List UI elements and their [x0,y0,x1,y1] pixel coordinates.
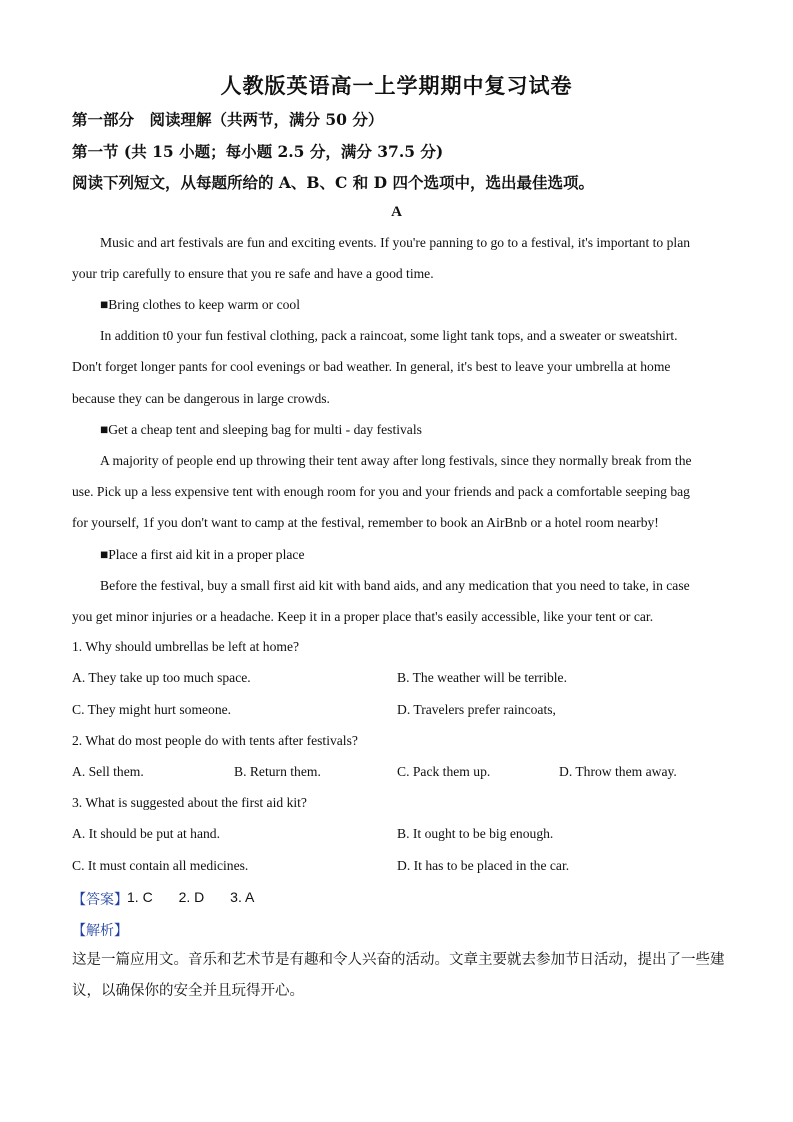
option-d: D. Throw them away. [559,764,677,779]
option-c: C. Pack them up. [397,764,491,779]
option-b: B. Return them. [234,764,321,779]
passage-line: use. Pick up a less expensive tent with enough room for you and your friends and pack a comfortable seeping bag [72,484,690,499]
passage-line: for yourself, 1f you don't want to camp at the festival, remember to book an AirBnb or a hotel room nearby! [72,515,659,530]
instruction-text: 阅读下列短文，从每题所给的 A、B、C 和 D 四个选项中，选出最佳选项。 [72,173,594,192]
option-b: B. It ought to be big enough. [397,826,554,841]
answer-label: 【答案】 [72,892,128,908]
option-d: D. Travelers prefer raincoats, [397,702,556,717]
analysis-label: 【解析】 [72,923,128,939]
passage-line: Before the festival, buy a small first aid kit with band aids, and any medication that you need to take, in case [100,578,690,593]
option-c: C. They might hurt someone. [72,702,232,717]
section-heading: 第一节 (共 15 小题；每小题 2.5 分，满分 37.5 分) [72,142,444,161]
answer-values [127,889,276,905]
answer-value: 2. D [178,889,205,905]
answer-value: 1. C [127,889,153,905]
subheading: ■Bring clothes to keep warm or cool [100,297,300,312]
part-heading: 第一部分 阅读理解（共两节，满分 50 分） [72,110,384,129]
question-stem: 3. What is suggested about the first aid kit? [72,795,307,810]
question-stem: 1. Why should umbrellas be left at home? [72,639,300,654]
option-b: B. The weather will be terrible. [397,670,567,685]
option-a: A. It should be put at hand. [72,826,220,841]
passage-line: because they can be dangerous in large crowds. [72,391,330,406]
page-title: 人教版英语高一上学期期中复习试卷 [220,73,573,98]
option-a: A. They take up too much space. [72,670,251,685]
option-c: C. It must contain all medicines. [72,858,249,873]
question-stem: 2. What do most people do with tents after festivals? [72,733,358,748]
passage-line: you get minor injuries or a headache. Keep it in a proper place that's easily accessible, like your tent or car. [72,609,654,624]
option-a: A. Sell them. [72,764,144,779]
answer-value: 3. A [230,889,255,905]
option-d: D. It has to be placed in the car. [397,858,570,873]
passage-line: Don't forget longer pants for cool evenings or bad weather. In general, it's best to leave your umbrella at home [72,359,671,374]
analysis-text: 这是一篇应用文。音乐和艺术节是有趣和令人兴奋的活动。文章主要就去参加节日活动，提出了一些建议，以确保你的安全并且玩得开心。 [72,952,725,999]
passage-line: Music and art festivals are fun and exciting events. If you're panning to go to a festival, it's important to plan [100,235,691,250]
passage-line: A majority of people end up throwing their tent away after long festivals, since they normally break from the [100,453,692,468]
passage-label: A [391,204,402,220]
passage-line: your trip carefully to ensure that you re safe and have a good time. [72,266,434,281]
subheading: ■Place a first aid kit in a proper place [100,547,305,562]
passage-line: In addition t0 your fun festival clothing, pack a raincoat, some light tank tops, and a sweater or sweatshirt. [100,328,678,343]
subheading: ■Get a cheap tent and sleeping bag for multi - day festivals [100,422,422,437]
